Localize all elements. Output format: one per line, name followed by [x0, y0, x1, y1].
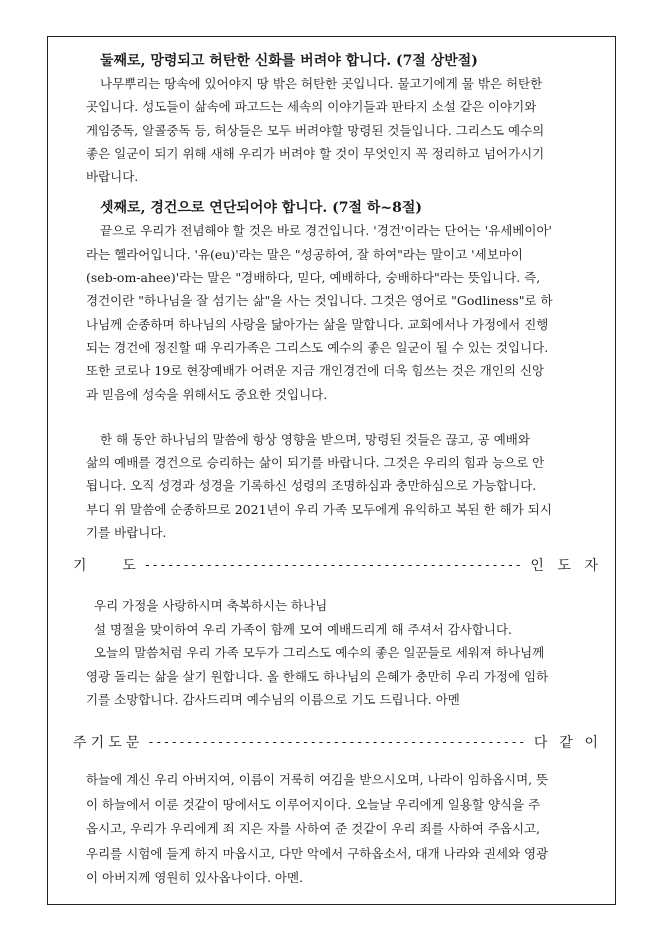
text-line: 이 하늘에서 이룬 것같이 땅에서도 이루어지이다. 오늘날 우리에게 일용할 양식을 주 — [86, 796, 541, 812]
text-line: 나무뿌리는 땅속에 있어야지 땅 밖은 허탄한 곳입니다. 물고기에게 물 밖은 허탄한 — [100, 76, 543, 91]
section3-paragraph — [86, 219, 602, 405]
prayer-divider — [73, 553, 598, 577]
lords-prayer-label: 주 기 도 문 — [73, 735, 140, 751]
lords-prayer-text — [86, 768, 602, 891]
prayer-text — [86, 594, 602, 712]
dashed-leader: ------------------------------------------------- — [147, 735, 526, 749]
text-line: 경건이란 "하나님을 잘 섬기는 삶"을 사는 것입니다. 그것은 영어로 "Godliness"로 하 — [86, 293, 553, 309]
text-line: 되는 경건에 정진할 때 우리가족은 그리스도 예수의 좋은 일군이 될 수 있는 것입니다. — [86, 339, 549, 355]
text-line: 기를 소망합니다. 감사드리며 예수님의 이름으로 기도 드립니다. 아멘 — [86, 692, 460, 707]
text-line: 우리 가정을 사랑하시며 축복하시는 하나님 — [94, 598, 328, 613]
text-line: 기를 바랍니다. — [86, 525, 167, 541]
section3-heading: 셋째로, 경건으로 연단되어야 합니다. (7절 하~8절) — [100, 200, 423, 217]
text-line: 나님께 순종하며 하나님의 사랑을 닮아가는 삶을 말합니다. 교회에서나 가정에서 진행 — [86, 316, 549, 332]
text-line: 좋은 일군이 되기 위해 새해 우리가 버려야 할 것이 무엇인지 꼭 정리하고 넘어가시기 — [86, 145, 545, 161]
prayer-label: 기 도 — [73, 558, 136, 574]
text-line: 우리를 시험에 들게 하지 마옵시고, 다만 악에서 구하옵소서, 대개 나라와 권세와 영광 — [86, 845, 549, 861]
text-line: (seb-om-ahee)'라는 말은 "경배하다, 믿다, 예배하다, 숭배하다"라는 뜻입니다. 즉, — [86, 270, 541, 286]
text-line: 영광 돌리는 삶을 살기 원합니다. 올 한해도 하나님의 은혜가 충만히 우리 가정에 임하 — [86, 668, 549, 684]
section2-heading: 둘째로, 망령되고 허탄한 신화를 버려야 합니다. (7절 상반절) — [100, 53, 478, 69]
text-line: 부디 위 말씀에 순종하므로 2021년이 우리 가족 모두에게 유익하고 복된 한 해가 되시 — [86, 501, 552, 517]
text-line: 하늘에 계신 우리 아버지여, 이름이 거룩히 여김을 받으시오며, 나라이 임하옵시며, 뜻 — [86, 772, 549, 787]
text-line: 라는 헬라어입니다. '유(eu)'라는 말은 "성공하여, 잘 하여"라는 말이고 '세보마이 — [86, 246, 523, 262]
sermon-body — [86, 50, 602, 544]
section2-paragraph — [86, 72, 602, 188]
text-line: 이 아버지께 영원히 있사옵나이다. 아멘. — [86, 870, 304, 885]
closing-paragraph — [86, 428, 602, 544]
text-line: 곳입니다. 성도들이 삶속에 파고드는 세속의 이야기들과 판타지 소설 같은 이야기와 — [86, 99, 537, 115]
lords-prayer-leader: 다 같 이 — [533, 735, 598, 751]
dashed-leader: ------------------------------------------------- — [143, 558, 523, 572]
text-line: 게임중독, 알콜중독 등, 허상들은 모두 버려야할 망령된 것들입니다. 그리스도 예수의 — [86, 122, 545, 138]
text-line: 한 해 동안 하나님의 말씀에 항상 영향을 받으며, 망령된 것들은 끊고, 공 예배와 — [100, 431, 530, 447]
text-line: 과 믿음에 성숙을 위해서도 중요한 것입니다. — [86, 386, 328, 402]
text-line: 오늘의 말씀처럼 우리 가족 모두가 그리스도 예수의 좋은 일꾼들로 세워져 하나님께 — [94, 645, 545, 660]
text-line: 옵시고, 우리가 우리에게 죄 지은 자를 사하여 준 것같이 우리 죄를 사하여 주옵시고, — [86, 821, 541, 836]
text-line: 설 명절을 맞이하여 우리 가족이 함께 모여 예배드리게 해 주셔서 감사합니다. — [94, 621, 513, 637]
text-line: 됩니다. 오직 성경과 성경을 기록하신 성령의 조명하심과 충만하심으로 가능합니다. — [86, 478, 537, 494]
text-line: 끝으로 우리가 전념해야 할 것은 바로 경건입니다. '경건'이라는 단어는 '유세베이아' — [100, 223, 552, 239]
lords-prayer-divider — [73, 730, 598, 754]
text-line: 또한 코로나 19로 현장예배가 어려운 지금 개인경건에 더욱 힘쓰는 것은 개인의 신앙 — [86, 363, 545, 379]
prayer-leader: 인 도 자 — [530, 558, 598, 574]
text-line: 바랍니다. — [86, 169, 139, 185]
text-line: 삶의 예배를 경건으로 승리하는 삶이 되기를 바랍니다. 그것은 우리의 힘과 능으로 안 — [86, 455, 545, 471]
